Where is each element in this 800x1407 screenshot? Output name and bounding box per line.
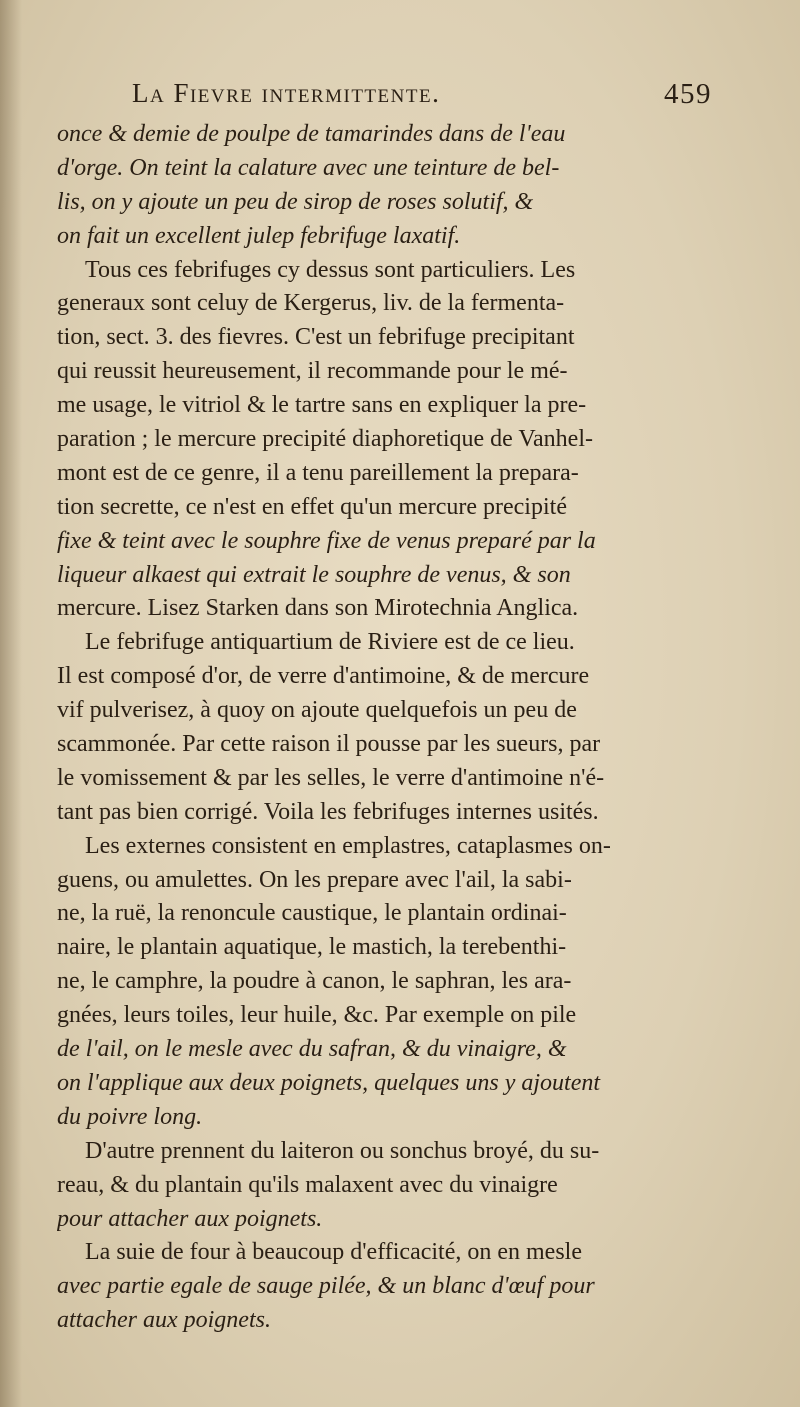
text-line: reau, & du plantain qu'ils malaxent avec du vinaigre [57,1171,558,1198]
text-line: le vomissement & par les selles, le verre d'antimoine n'é- [57,764,605,791]
text-line: tion, sect. 3. des fievres. C'est un febrifuge precipitant [57,324,575,351]
body-text [57,118,707,1338]
text-line: generaux sont celuy de Kergerus, liv. de la fermenta- [57,290,565,317]
text-line: du poivre long. [57,1103,203,1130]
text-line: on l'applique aux deux poignets, quelques uns y ajoutent [57,1069,601,1096]
text-line: qui reussit heureusement, il recommande pour le mé- [57,358,568,385]
text-line: La suie de four à beaucoup d'efficacité, on en mesle [85,1239,582,1266]
text-line: tion secrette, ce n'est en effet qu'un mercure precipité [57,493,567,520]
text-line: guens, ou amulettes. On les prepare avec l'ail, la sabi- [57,866,572,893]
text-line: lis, on y ajoute un peu de sirop de roses solutif, & [57,188,534,215]
text-line: paration ; le mercure precipité diaphoretique de Vanhel- [57,426,593,453]
text-line: D'autre prennent du laiteron ou sonchus broyé, du su- [85,1137,600,1164]
text-line: scammonée. Par cette raison il pousse par les sueurs, par [57,731,601,758]
running-header [132,78,712,118]
text-line: gnées, leurs toiles, leur huile, &c. Par exemple on pile [57,1002,577,1029]
text-line: vif pulverisez, à quoy on ajoute quelquefois un peu de [57,697,577,724]
text-line: ne, la ruë, la renoncule caustique, le plantain ordinai- [57,900,567,927]
text-line: once & demie de poulpe de tamarindes dans de l'eau [57,121,566,147]
text-line: Les externes consistent en emplastres, cataplasmes on- [85,832,611,859]
text-line: me usage, le vitriol & le tartre sans en expliquer la pre- [57,392,587,419]
text-line: ne, le camphre, la poudre à canon, le saphran, les ara- [57,968,572,995]
text-line: avec partie egale de sauge pilée, & un blanc d'œuf pour [57,1273,595,1300]
text-line: naire, le plantain aquatique, le mastich, la terebenthi- [57,934,567,961]
text-line: fixe & teint avec le souphre fixe de venus preparé par la [57,527,596,554]
text-line: attacher aux poignets. [57,1307,271,1334]
text-line: Il est composé d'or, de verre d'antimoine, & de mercure [57,663,590,690]
text-line: on fait un excellent julep febrifuge laxatif. [57,222,461,249]
text-line: tant pas bien corrigé. Voila les febrifuges internes usités. [57,798,599,825]
page-number: 459 [664,78,712,110]
text-line: mercure. Lisez Starken dans son Mirotechnia Anglica. [57,595,579,622]
text-line: pour attacher aux poignets. [57,1205,323,1232]
text-line: d'orge. On teint la calature avec une teinture de bel- [57,154,560,181]
text-line: Le febrifuge antiquartium de Riviere est de ce lieu. [85,629,575,656]
text-line: liqueur alkaest qui extrait le souphre de venus, & son [57,561,571,588]
running-title: La Fievre intermittente. [132,78,441,108]
text-line: Tous ces febrifuges cy dessus sont particuliers. Les [85,256,576,283]
text-line: de l'ail, on le mesle avec du safran, & du vinaigre, & [57,1036,567,1063]
page-gutter-shadow [0,0,22,1407]
text-line: mont est de ce genre, il a tenu pareillement la prepara- [57,459,579,486]
